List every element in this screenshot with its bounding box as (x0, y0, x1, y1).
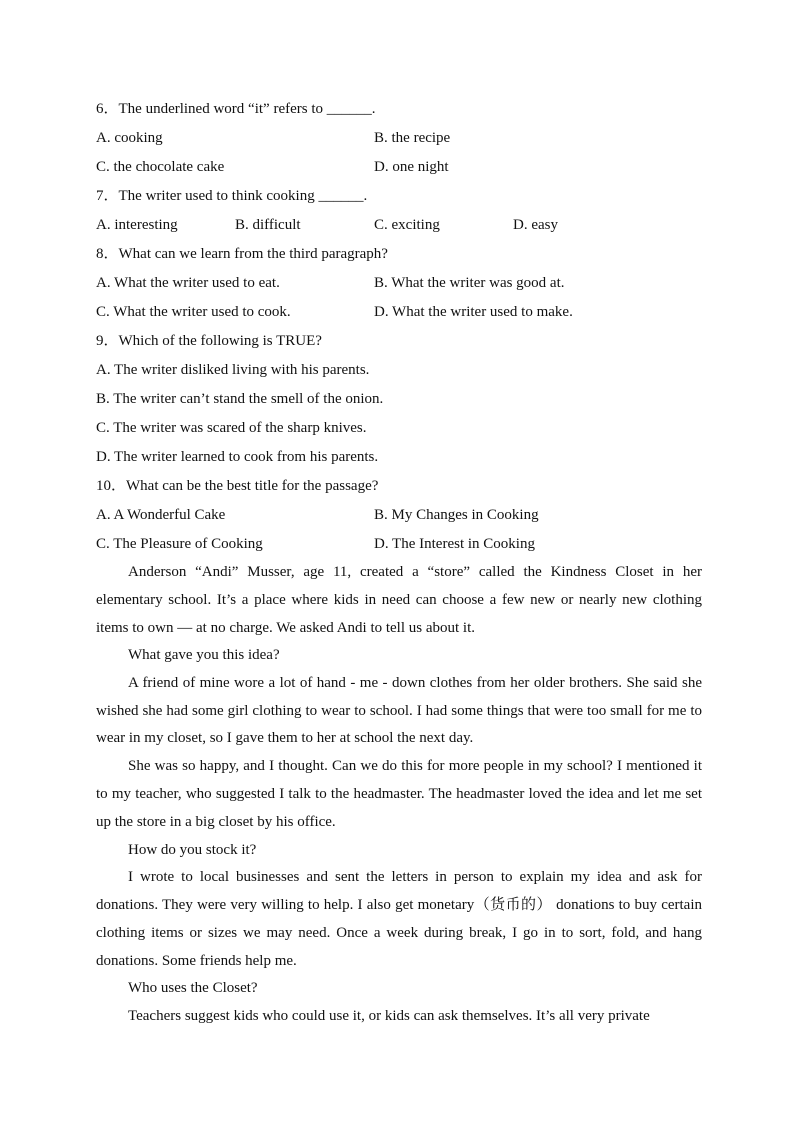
option-b: B. My Changes in Cooking (374, 507, 539, 523)
option-d: D. The Interest in Cooking (374, 536, 535, 552)
option-d: D. What the writer used to make. (374, 304, 573, 320)
option-row (96, 530, 702, 559)
option-row (96, 124, 702, 153)
passage-paragraph: A friend of mine wore a lot of hand - me - down clothes from her older brothers. She said she wished she had some girl clothing to wear to school. I had some things that were too small for me to wear in my closet, so I gave them to her at school the next day. (96, 674, 702, 747)
question-6 (96, 95, 702, 182)
question-8 (96, 240, 702, 327)
document-content (96, 95, 702, 1031)
option-a: A. What the writer used to eat. (96, 275, 280, 291)
passage-paragraph: Teachers suggest kids who could use it, or kids can ask themselves. It’s all very private (128, 1007, 650, 1024)
option-c: C. The Pleasure of Cooking (96, 536, 263, 552)
option-b: B. The writer can’t stand the smell of the onion. (96, 391, 384, 407)
passage-paragraph: I wrote to local businesses and sent the letters in person to explain my idea and ask for donations. They were very willing to help. I also get monetary（货币的） donations to buy certain clothing items or sizes we may need. Once a week during break, I go in to sort, fold, and hang donations. Some friends help me. (96, 869, 702, 969)
option-b: B. the recipe (374, 130, 451, 146)
question-7 (96, 182, 702, 240)
option-row (96, 153, 702, 182)
question-prompt: 9．Which of the following is TRUE? (96, 333, 322, 349)
option-row (96, 269, 702, 298)
reading-passage (96, 559, 702, 1031)
question-prompt: 6．The underlined word “it” refers to ______. (96, 101, 376, 117)
interview-question: How do you stock it? (128, 841, 257, 858)
option-d: D. one night (374, 159, 449, 175)
question-9 (96, 327, 702, 472)
option-c: C. the chocolate cake (96, 159, 225, 175)
option-row (96, 211, 702, 240)
option-c: C. What the writer used to cook. (96, 304, 291, 320)
option-a: A. A Wonderful Cake (96, 507, 226, 523)
question-prompt: 7．The writer used to think cooking ______. (96, 188, 368, 204)
passage-paragraph: Anderson “Andi” Musser, age 11, created a “store” called the Kindness Closet in her elementary school. It’s a place where kids in need can choose a few new or nearly new clothing items to own — at no charge. We asked Andi to tell us about it. (96, 564, 702, 636)
option-a: A. The writer disliked living with his parents. (96, 362, 370, 378)
option-d: D. easy (513, 217, 558, 233)
question-prompt: 8．What can we learn from the third paragraph? (96, 246, 388, 262)
question-prompt: 10．What can be the best title for the passage? (96, 478, 379, 494)
interview-question: Who uses the Closet? (128, 980, 258, 997)
option-row (96, 298, 702, 327)
option-c: C. exciting (374, 217, 440, 233)
option-a: A. interesting (96, 217, 178, 233)
interview-question: What gave you this idea? (128, 647, 280, 664)
option-d: D. The writer learned to cook from his parents. (96, 449, 379, 465)
option-c: C. The writer was scared of the sharp knives. (96, 420, 367, 436)
question-10 (96, 472, 702, 559)
option-row (96, 501, 702, 530)
option-b: B. difficult (235, 217, 301, 233)
option-a: A. cooking (96, 130, 163, 146)
passage-paragraph: She was so happy, and I thought. Can we do this for more people in my school? I mentioned it to my teacher, who suggested I talk to the headmaster. The headmaster loved the idea and let me set up the store in a big closet by his office. (96, 758, 702, 830)
option-b: B. What the writer was good at. (374, 275, 565, 291)
